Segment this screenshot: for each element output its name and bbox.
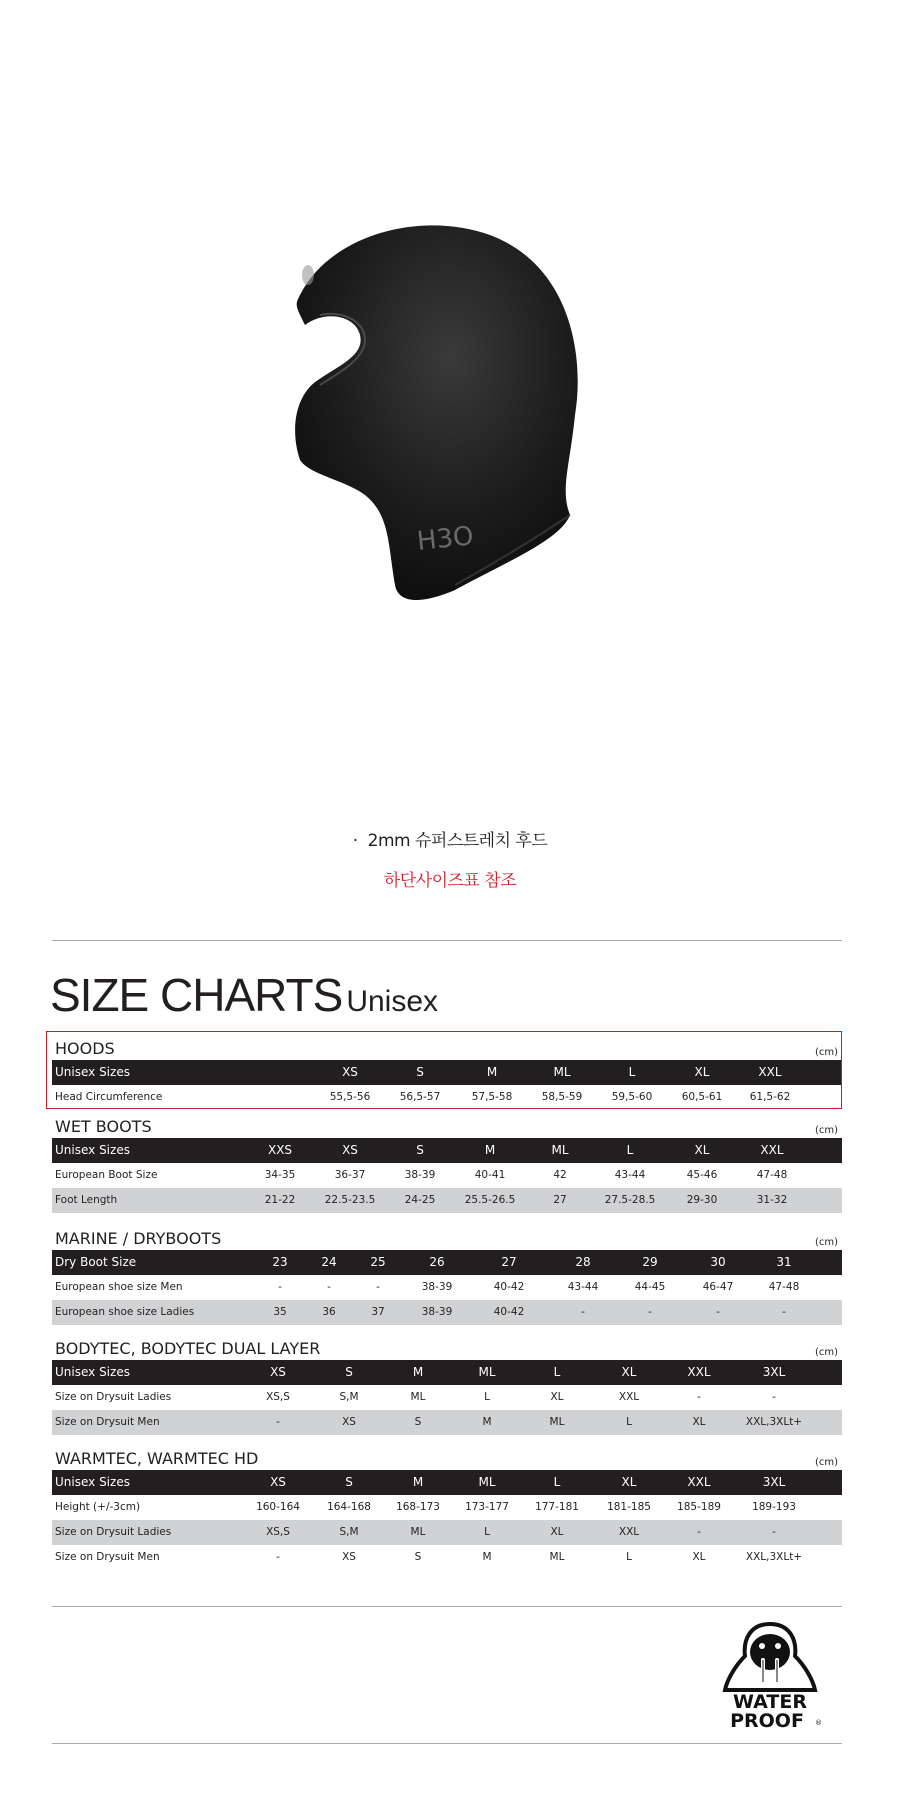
- unit-label: (cm): [814, 1237, 838, 1248]
- svg-text:WATER: WATER: [733, 1691, 807, 1713]
- warmtec-section: [52, 1444, 842, 1570]
- svg-text:PROOF: PROOF: [730, 1710, 804, 1732]
- divider: [52, 1743, 842, 1744]
- unit-label: (cm): [814, 1347, 838, 1358]
- walrus-icon: [715, 1620, 825, 1732]
- table-header-row: Unisex Sizes XXS XS S M ML L XL XXL: [52, 1138, 842, 1163]
- neoprene-hood-photo: [270, 215, 600, 605]
- unit-label: (cm): [814, 1457, 838, 1468]
- table-row: Height (+/-3cm) 160-164 164-168 168-173 173-177 177-181 181-185 185-189 189-193: [55, 1501, 796, 1513]
- table-row: European shoe size Ladies 35 36 37 38-39 40-42 - - - -: [52, 1300, 842, 1325]
- table-row: Head Circumference 55,5-56 56,5-57 57,5-58 58,5-59 59,5-60 60,5-61 61,5-62: [55, 1091, 791, 1103]
- table-row: Size on Drysuit Ladies XS,S S,M ML L XL XXL - -: [55, 1391, 776, 1403]
- section-title: WET BOOTS: [55, 1117, 152, 1136]
- table-header-row: Unisex Sizes XS S M ML L XL XXL 3XL: [52, 1360, 842, 1385]
- table-row: Size on Drysuit Men - XS S M ML L XL XXL,3XLt+: [52, 1410, 842, 1435]
- size-chart-note: 하단사이즈표 참조: [383, 871, 517, 891]
- divider: [52, 940, 842, 941]
- bodytec-section: [52, 1334, 842, 1435]
- table-row: Size on Drysuit Ladies XS,S S,M ML L XL XXL - -: [52, 1520, 842, 1545]
- section-title: HOODS: [55, 1039, 115, 1058]
- section-title: BODYTEC, BODYTEC DUAL LAYER: [55, 1339, 321, 1358]
- unit-label: (cm): [814, 1047, 838, 1058]
- product-bullet: · 2mm 슈퍼스트레치 후드: [352, 831, 548, 851]
- waterproof-logo: [715, 1620, 825, 1732]
- size-charts-title: SIZE CHARTS Unisex: [50, 969, 439, 1021]
- table-row: Foot Length 21-22 22.5-23.5 24-25 25.5-26.5 27 27.5-28.5 29-30 31-32: [52, 1188, 842, 1213]
- hoods-highlight-box: [46, 1031, 842, 1109]
- wet-boots-section: [52, 1112, 842, 1213]
- table-header-row: Unisex Sizes XS S M ML L XL XXL 3XL: [52, 1470, 842, 1495]
- bullet-dot-icon: ·: [352, 831, 358, 851]
- table-header-row: Unisex Sizes XS S M ML L XL XXL: [52, 1060, 842, 1085]
- section-title: MARINE / DRYBOOTS: [55, 1229, 222, 1248]
- table-row: Size on Drysuit Men - XS S M ML L XL XXL,3XLt+: [55, 1551, 803, 1563]
- table-row: European shoe size Men - - - 38-39 40-42 43-44 44-45 46-47 47-48: [55, 1281, 800, 1293]
- h3o-logo-mark: H3O: [415, 521, 475, 557]
- unit-label: (cm): [814, 1125, 838, 1136]
- table-row: European Boot Size 34-35 36-37 38-39 40-41 42 43-44 45-46 47-48: [55, 1169, 788, 1181]
- table-header-row: Dry Boot Size 23 24 25 26 27 28 29 30 31: [52, 1250, 842, 1275]
- section-title: WARMTEC, WARMTEC HD: [55, 1449, 259, 1468]
- svg-text:®: ®: [815, 1719, 822, 1727]
- product-image: [0, 0, 900, 800]
- marine-dryboots-section: [52, 1224, 842, 1325]
- divider: [52, 1606, 842, 1607]
